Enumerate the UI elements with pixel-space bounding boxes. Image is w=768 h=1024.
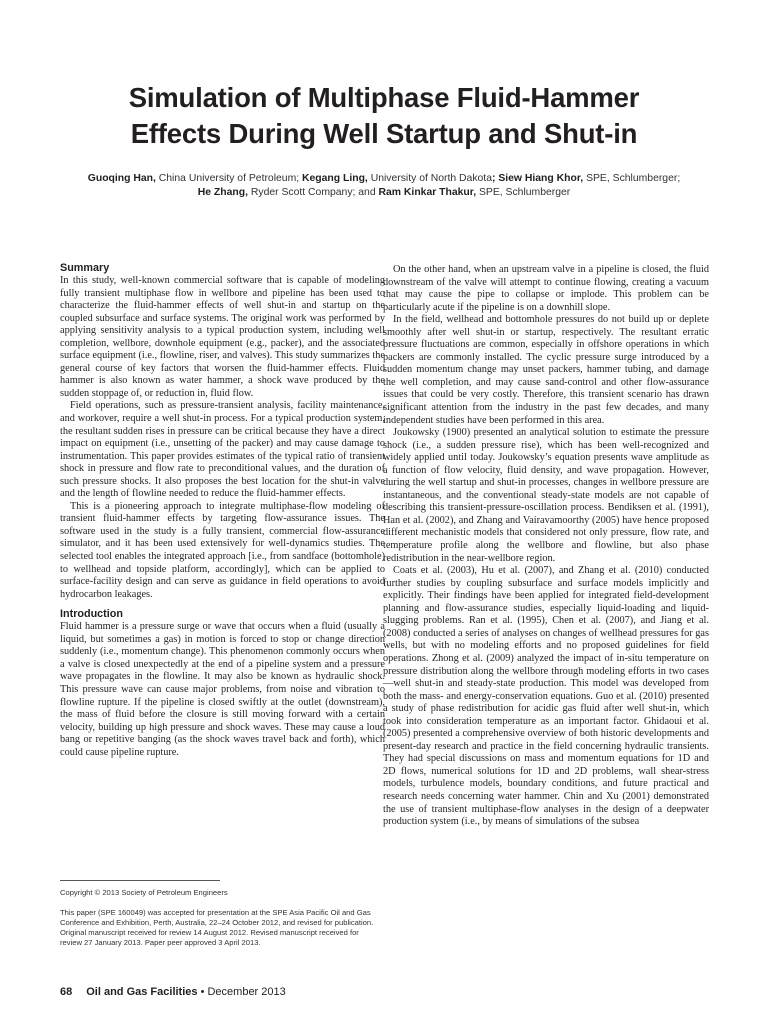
body-paragraph: In the field, wellhead and bottomhole pressures do not build up or deplete smoothly after well shut-in or startup, respectively. The resultant erratic pressure fluctuations are common, especially in offshore operations in which packers are commonly installed. The cyclic pressure surge introduced by a sudden momentum change may unset packers, hammer tubing, and damage the well completion, and may cause sand-control and other flow-assurance issues that could be very costly. Therefore, this transient scenario has drawn significant attention from the industry in the past few decades, and many independent studies have been performed in this area.: [383, 314, 709, 426]
author-list: [40, 172, 728, 199]
publication-history-note: This paper (SPE 160049) was accepted for presentation at the SPE Asia Pacific Oil and Gas Conference and Exhibition, Perth, Australia, 22–24 October 2012, and revised for publication. Original manuscript received for review 14 August 2012. Revised manuscript received for review 27 January 2013. Paper peer approved 3 April 2013.: [60, 908, 374, 947]
summary-heading: Summary: [60, 262, 110, 274]
author-affiliation: Ryder Scott Company; and: [247, 186, 379, 198]
author-name: Guoqing Han,: [87, 173, 156, 184]
copyright-note: Copyright © 2013 Society of Petroleum Engineers: [60, 888, 228, 897]
author-affiliation: China University of Petroleum;: [155, 173, 302, 184]
author-affiliation: SPE, Schlumberger;: [583, 173, 681, 184]
introduction-heading: Introduction: [60, 608, 123, 621]
author-name: Kegang Ling,: [302, 173, 368, 184]
summary-paragraph: In this study, well-known commercial software that is capable of modeling fully transient multiphase flow in wellbore and pipeline has been used to characterize the fluid-hammer effects of well shut-in and startup on the coupled subsurface and surface systems. The original work was performed by applying sensitivity analysis to a typical production system, including well completion, wellbore, downhole equipment (e.g., packer), and the associated surface equipment (i.e., flowline, riser, and valves). This study summarizes the general course of key factors that worsen the fluid-hammer effects. Fluid hammer is also known as water hammer, a shock wave produced by the sudden stoppage of, or reduction in, fluid flow.: [60, 275, 385, 399]
summary-paragraph: Field operations, such as pressure-transient analysis, facility maintenance, and workover, require a well shut-in process. For a typical production system, the resultant sudden rises in pressure can be critical because they have a direct impact on equipment (i.e., unsetting of the packer) and may cause damage to instrumentation. This paper provides estimates of the typical ratio of transient shock in pressure and flow rate to preconditional values, and the duration of such pressure shocks. It also proposes the best location for the shut-in valve and the length of flowline needed to reduce the fluid-hammer effects.: [60, 400, 385, 500]
body-paragraph: Joukowsky (1900) presented an analytical solution to estimate the pressure shock (i.e., a sudden pressure rise), which has been well-recognized and widely applied until today. Joukowsky’s equation presents wave amplitude as a function of flow velocity, fluid density, and wave propagation. However, during the well startup and shut-in processes, changes in wellbore pressure are instantaneous, and the conventional steady-state models are not capable of describing this transient-pressure-oscillation process. Bendiksen et al. (1991), Han et al. (2002), and Zhang and Vairavamoorthy (2005) have hence proposed different mechanistic models that considered not only pressure, flow rate, and temperature profile along the wellbore and flowline, but also phase redistribution in the near-wellbore region.: [383, 427, 709, 564]
body-paragraph: Coats et al. (2003), Hu et al. (2007), and Zhang et al. (2010) conducted further studies by coupling subsurface and surface models implicitly and explicitly. Their findings have been applied for integrated field-development planning and flow-assurance studies, especially liquid-loading and liquid-slugging problems. Ran et al. (1995), Chen et al. (2007), and Jiang et al. (2008) conducted a series of analyses on changes of wellhead pressures for gas wells, but with no modeling efforts and no proposed guidelines for field operations. Zhong et al. (2009) analyzed the impact of in-situ temperature on pressure distribution along the wellbore through modeling efforts in two cases—well shut-in and steady-state production. This model was developed from both the mass- and energy-conservation equations. Guo et al. (2010) presented a study of phase redistribution for acidic gas fluid after well shut-in, which took into consideration temperature as an important factor. Ghidaoui et al. (2005) presented a comprehensive overview of both historic developments and present-day research and practice in the field concerning hydraulic transients. They had special discussions on mass and momentum equations for 1D and 2D flows, numerical solutions for 1D and 2D problems, wall shear-stress models, turbulence models, boundary conditions, and future practical and research needs concerning water hammer. Chin and Xu (2001) demonstrated the use of transient multiphase-flow analyses in the design of a deepwater production system (i.e., by means of simulations of the subsea: [383, 565, 709, 828]
page-number: 68: [60, 986, 73, 998]
page-footer: [60, 985, 460, 999]
author-affiliation: University of North Dakota: [367, 173, 492, 184]
title-line-1: Simulation of Multiphase Fluid-Hammer: [128, 82, 640, 113]
author-name: ; Siew Hiang Khor,: [491, 173, 584, 184]
footnote-divider: [60, 880, 220, 881]
author-name: He Zhang,: [197, 186, 248, 198]
journal-name: Oil and Gas Facilities: [86, 986, 198, 998]
title-line-2: Effects During Well Startup and Shut-in: [130, 118, 638, 149]
body-paragraph: On the other hand, when an upstream valve in a pipeline is closed, the fluid downstream of the valve will attempt to continue flowing, creating a vacuum that may cause the pipe to collapse or implode. This problem can be particularly acute if the pipeline is on a downhill slope.: [383, 264, 709, 313]
author-affiliation: SPE, Schlumberger: [476, 186, 571, 198]
introduction-paragraph: Fluid hammer is a pressure surge or wave that occurs when a fluid (usually a liquid, but sometimes a gas) in motion is forced to stop or change direction suddenly (i.e., momentum change). This phenomenon commonly occurs when a valve is closed unexpectedly at the end of a pipeline system and a pressure wave propagates in the flowline. It may also be known as hydraulic shock. This pressure wave can cause major problems, from noise and vibration to flowline rupture. If the pipeline is closed swiftly at the outlet (downstream), the mass of fluid before the closure is still moving forward with a certain velocity, building up high pressure and shock waves. These may cause a loud bang or repetitive banging (as the shock waves travel back and forth), which could cause pipeline rupture.: [60, 621, 385, 758]
footer-separator: •: [197, 986, 208, 998]
left-column: [60, 262, 385, 759]
paper-title: [60, 80, 708, 152]
author-name: Ram Kinkar Thakur,: [378, 186, 477, 198]
summary-paragraph: This is a pioneering approach to integrate multiphase-flow modeling of transient fluid-hammer effects by targeting flow-assurance issues. The software used in the study is a fully transient, commercial flow-assurance simulator, and it has been used extensively for well-dynamics studies. The selected tool enables the integrated approach [i.e., from sandface (bottomhole) to wellhead and topside platform, accordingly], which can be applied to surface-facility design and can serve as guidance in field operations to avoid hydrocarbon leakages.: [60, 500, 385, 600]
right-column: [383, 264, 709, 829]
issue-date: December 2013: [207, 986, 286, 998]
